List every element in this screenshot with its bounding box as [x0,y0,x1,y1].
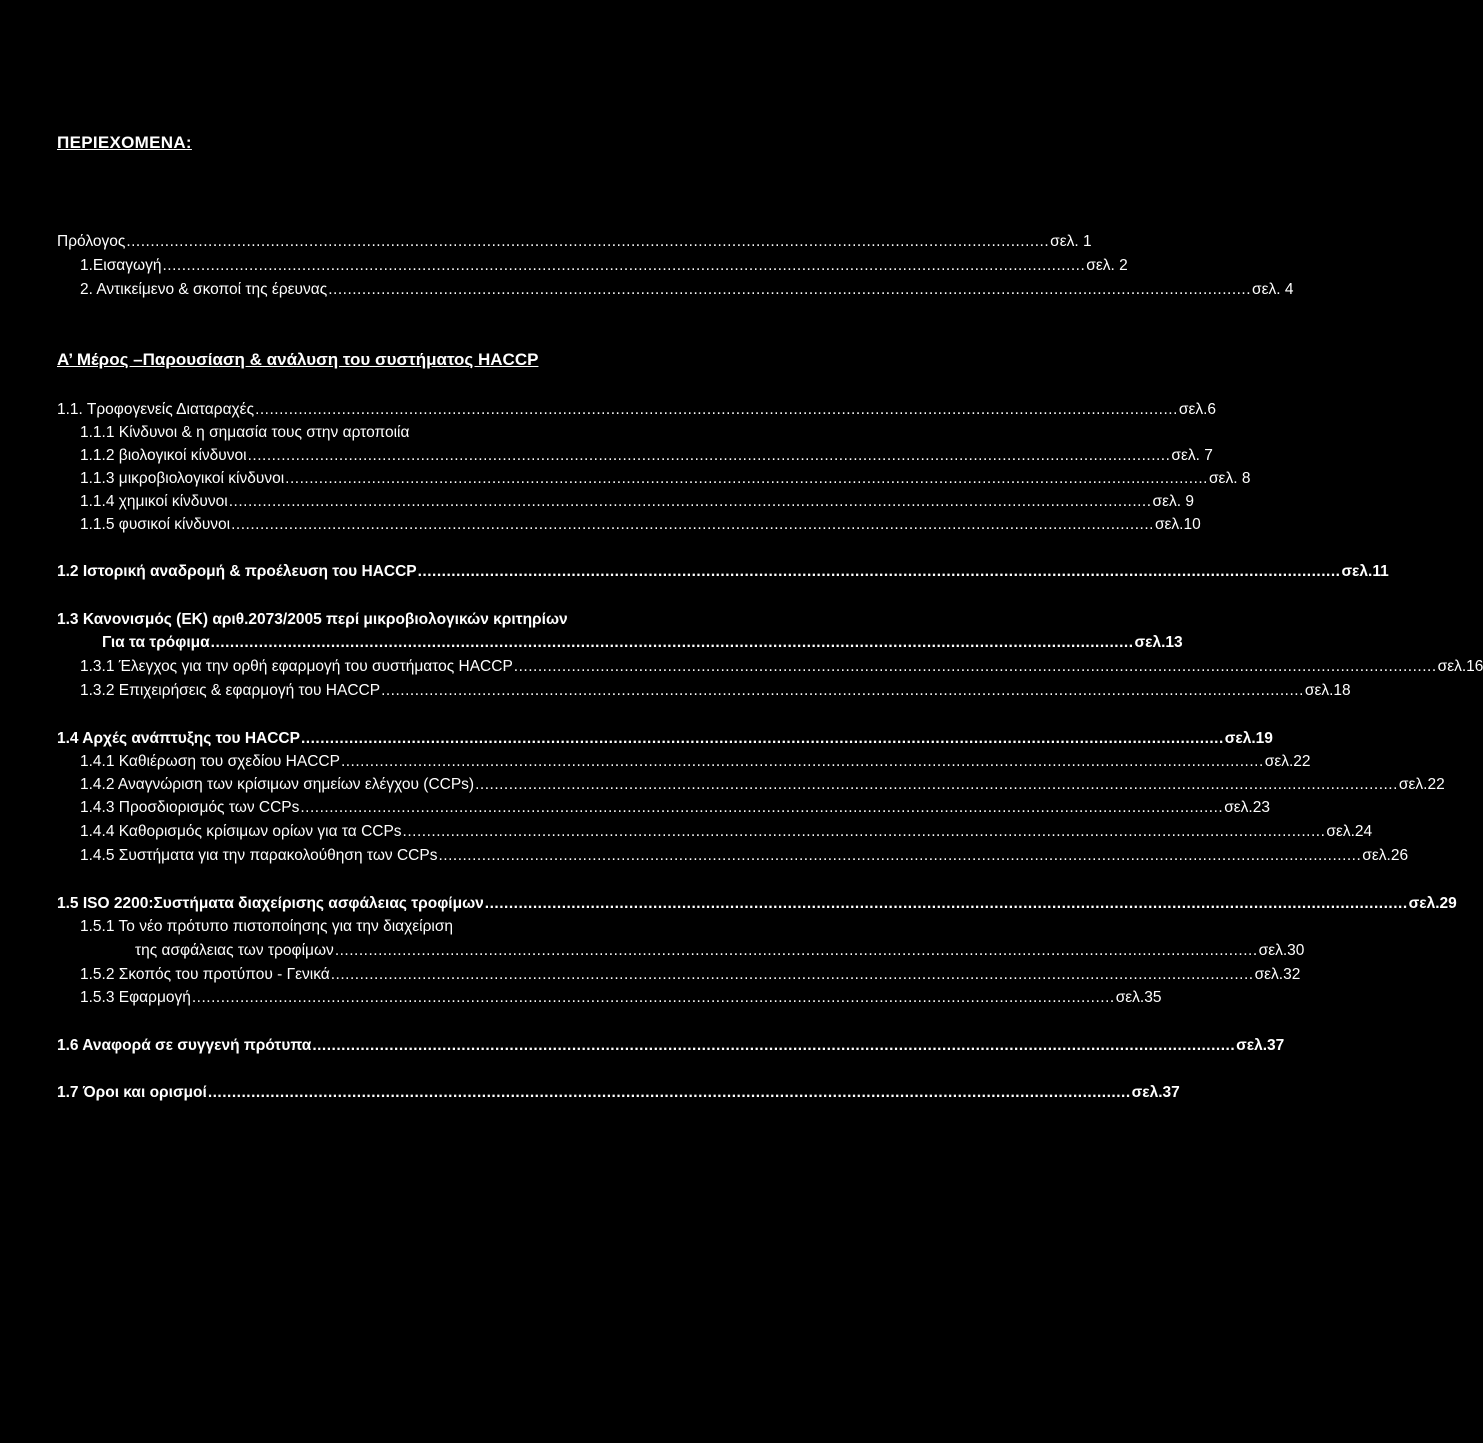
toc-entry-page: σελ.26 [1362,847,1409,864]
toc-entry-1-4-5[interactable] [80,846,1409,866]
dot-leader: ................................................................................................................................................................................................ [207,1084,1131,1101]
dot-leader: ................................................................................................................................................................................................ [438,847,1362,864]
toc-entry-label: 1.4.1 Καθιέρωση του σχεδίου HACCP [80,753,340,770]
toc-entry-page: σελ. 7 [1171,447,1213,464]
dot-leader: ................................................................................................................................................................................................ [210,634,1134,651]
toc-entry-label: 1.Εισαγωγή [80,257,162,274]
toc-entry-1-4-4[interactable] [80,822,1373,842]
dot-leader: ................................................................................................................................................................................................ [328,281,1252,298]
toc-entry-prologue[interactable] [57,232,1092,252]
dot-leader: ................................................................................................................................................................................................ [285,470,1208,487]
toc-entry-1-4-2[interactable] [80,775,1445,795]
toc-entry-page: σελ.29 [1408,895,1457,912]
toc-entry-label: 1.2 Ιστορική αναδρομή & προέλευση του HACCP [57,563,417,580]
toc-entry-1-2[interactable] [57,562,1389,582]
toc-entry-label: 1.1.2 βιολογικοί κίνδυνοι [80,447,247,464]
toc-entry-label: της ασφάλειας των τροφίμων [135,942,334,959]
toc-entry-label: Πρόλογος [57,233,126,250]
toc-entry-page: σελ.24 [1326,823,1373,840]
toc-entry-page: σελ. 1 [1050,233,1092,250]
toc-entry-1-1-3[interactable] [80,469,1251,489]
toc-entry-1-7[interactable] [57,1083,1180,1103]
toc-entry-aims[interactable] [80,280,1294,300]
toc-entry-label: 1.1.5 φυσικοί κίνδυνοι [80,516,231,533]
dot-leader: ................................................................................................................................................................................................ [402,823,1326,840]
part-heading: Α’ Μέρος –Παρουσίαση & ανάλυση του συστήματος HACCP [57,350,539,369]
toc-entry-1-3-2[interactable] [80,681,1351,701]
dot-leader: ................................................................................................................................................................................................ [231,516,1154,533]
toc-entry-page: σελ.13 [1134,634,1183,651]
toc-entry-1-5-1-cont[interactable] [135,941,1305,961]
toc-entry-1-1-5[interactable] [80,515,1201,535]
toc-entry-page: σελ.10 [1154,516,1201,533]
toc-entry-page: σελ. 2 [1086,257,1128,274]
dot-leader: ................................................................................................................................................................................................ [330,966,1254,983]
toc-entry-label: 1.1. Τροφογενείς Διαταραχές [57,401,255,418]
toc-entry-page: σελ. 4 [1252,281,1294,298]
toc-entry-page: σελ.18 [1304,682,1351,699]
dot-leader: ................................................................................................................................................................................................ [191,989,1115,1006]
toc-entry-label: 2. Αντικείμενο & σκοποί της έρευνας [80,281,328,298]
toc-entry-label: 1.5.2 Σκοπός του προτύπου - Γενικά [80,966,330,983]
dot-leader: ................................................................................................................................................................................................ [417,563,1341,580]
toc-entry-label: 1.1.4 χημικοί κίνδυνοι [80,493,228,510]
page-title: ΠΕΡΙΕΧΟΜΕΝΑ: [57,133,192,152]
toc-entry-page: σελ.23 [1224,799,1270,816]
toc-entry-1-3-cont[interactable] [102,633,1183,653]
toc-entry-page: σελ.30 [1258,942,1305,959]
toc-entry-1-1-4[interactable] [80,492,1195,512]
toc-entry-1-6[interactable] [57,1036,1285,1056]
toc-entry-1-4[interactable] [57,729,1273,749]
dot-leader: ................................................................................................................................................................................................ [484,895,1408,912]
dot-leader: ................................................................................................................................................................................................ [126,233,1050,250]
toc-entry-1-5-1[interactable]: 1.5.1 Το νέο πρότυπο πιστοποίησης για την διαχείριση [80,918,454,935]
toc-entry-1-1-1[interactable]: 1.1.1 Κίνδυνοι & η σημασία τους στην αρτοποιία [80,424,410,441]
toc-entry-page: σελ.22 [1398,776,1445,793]
dot-leader: ................................................................................................................................................................................................ [300,799,1224,816]
toc-entry-label: 1.3.2 Επιχειρήσεις & εφαρμογή του HACCP [80,682,381,699]
toc-entry-1-1[interactable] [57,400,1217,420]
dot-leader: ................................................................................................................................................................................................ [162,257,1086,274]
toc-entry-page: σελ.11 [1341,563,1389,580]
toc-entry-1-1-2[interactable] [80,446,1213,466]
toc-entry-1-3-1[interactable] [80,657,1483,677]
toc-entry-label: 1.4.3 Προσδιορισμός των CCPs [80,799,300,816]
toc-entry-label: 1.4 Αρχές ανάπτυξης του HACCP [57,730,300,747]
toc-entry-1-5-2[interactable] [80,965,1301,985]
toc-entry-page: σελ.35 [1115,989,1162,1006]
dot-leader: ................................................................................................................................................................................................ [255,401,1178,418]
toc-entry-page: σελ.37 [1236,1037,1285,1054]
dot-leader: ................................................................................................................................................................................................ [312,1037,1236,1054]
dot-leader: ................................................................................................................................................................................................ [340,753,1264,770]
toc-entry-label: 1.1.3 μικροβιολογικοί κίνδυνοι [80,470,285,487]
toc-entry-intro[interactable] [80,256,1128,276]
toc-entry-label: 1.4.4 Καθορισμός κρίσιμων ορίων για τα CCPs [80,823,402,840]
toc-entry-page: σελ. 8 [1208,470,1251,487]
toc-entry-1-3[interactable]: 1.3 Κανονισμός (ΕΚ) αριθ.2073/2005 περί μικροβιολογικών κριτηρίων [57,611,568,628]
toc-entry-label: Για τα τρόφιμα [102,634,210,651]
toc-entry-label: 1.5.3 Εφαρμογή [80,989,191,1006]
dot-leader: ................................................................................................................................................................................................ [381,682,1304,699]
toc-entry-1-5-3[interactable] [80,988,1162,1008]
toc-entry-page: σελ. 9 [1152,493,1195,510]
toc-entry-label: 1.6 Αναφορά σε συγγενή πρότυπα [57,1037,312,1054]
toc-entry-label: 1.5 ISO 2200:Συστήματα διαχείρισης ασφάλειας τροφίμων [57,895,484,912]
toc-entry-1-4-1[interactable] [80,752,1311,772]
toc-entry-page: σελ.19 [1224,730,1273,747]
toc-entry-page: σελ.16 [1437,658,1483,675]
toc-entry-label: 1.4.2 Αναγνώριση των κρίσιμων σημείων ελέγχου (CCPs) [80,776,475,793]
dot-leader: ................................................................................................................................................................................................ [334,942,1258,959]
toc-entry-label: 1.3.1 Έλεγχος για την ορθή εφαρμογή του συστήματος HACCP [80,658,513,675]
dot-leader: ................................................................................................................................................................................................ [247,447,1171,464]
toc-entry-1-4-3[interactable] [80,798,1270,818]
toc-entry-page: σελ.6 [1178,401,1217,418]
dot-leader: ................................................................................................................................................................................................ [300,730,1224,747]
toc-entry-1-5[interactable] [57,894,1457,914]
toc-entry-label: 1.4.5 Συστήματα για την παρακολούθηση των CCPs [80,847,438,864]
toc-entry-page: σελ.37 [1131,1084,1180,1101]
dot-leader: ................................................................................................................................................................................................ [228,493,1152,510]
dot-leader: ................................................................................................................................................................................................ [475,776,1398,793]
toc-entry-page: σελ.22 [1264,753,1311,770]
dot-leader: ................................................................................................................................................................................................ [513,658,1437,675]
toc-entry-page: σελ.32 [1254,966,1301,983]
toc-entry-label: 1.7 Όροι και ορισμοί [57,1084,207,1101]
